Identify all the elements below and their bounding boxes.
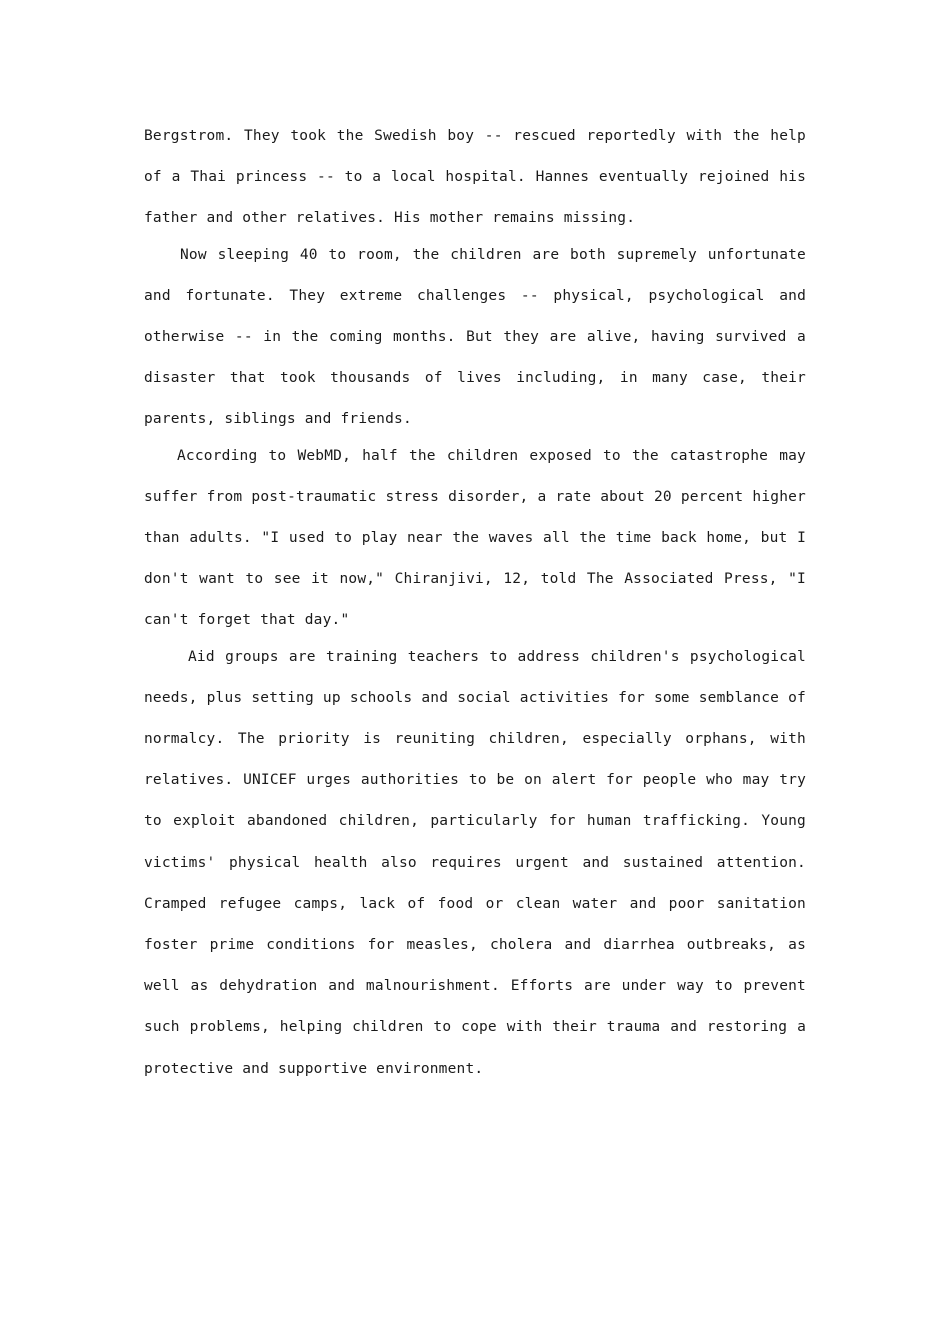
paragraph-1: Bergstrom. They took the Swedish boy -- rescued reportedly with the help of a Thai princess -- to a local hospital. Hannes eventually rejoined his father and other relatives. His mother remains missing. — [144, 128, 806, 227]
paragraph-3: According to WebMD, half the children exposed to the catastrophe may suffer from post-traumatic stress disorder, a rate about 20 percent higher than adults. "I used to play near the waves all the time back home, but I don't want to see it now," Chiranjivi, 12, told The Associated Press, "I can't forget that day." — [144, 447, 806, 629]
paragraph-4: Aid groups are training teachers to address children's psychological needs, plus setting up schools and social activities for some semblance of normalcy. The priority is reuniting children, especially orphans, with relatives. UNICEF urges authorities to be on alert for people who may try to exploit abandoned children, particularly for human trafficking. Young victims' physical health also requires urgent and sustained attention. Cramped refugee camps, lack of food or clean water and poor sanitation foster prime conditions for measles, cholera and diarrhea outbreaks, as well as dehydration and malnourishment. Efforts are under way to prevent such problems, helping children to cope with their trauma and restoring a protective and supportive environment. — [144, 648, 806, 1077]
paragraph-2: Now sleeping 40 to room, the children are both supremely unfortunate and fortunate. They extreme challenges -- physical, psychological and otherwise -- in the coming months. But they are alive, having survived a disaster that took thousands of lives including, in many case, their parents, siblings and friends. — [144, 246, 806, 428]
document-body — [144, 116, 806, 1085]
